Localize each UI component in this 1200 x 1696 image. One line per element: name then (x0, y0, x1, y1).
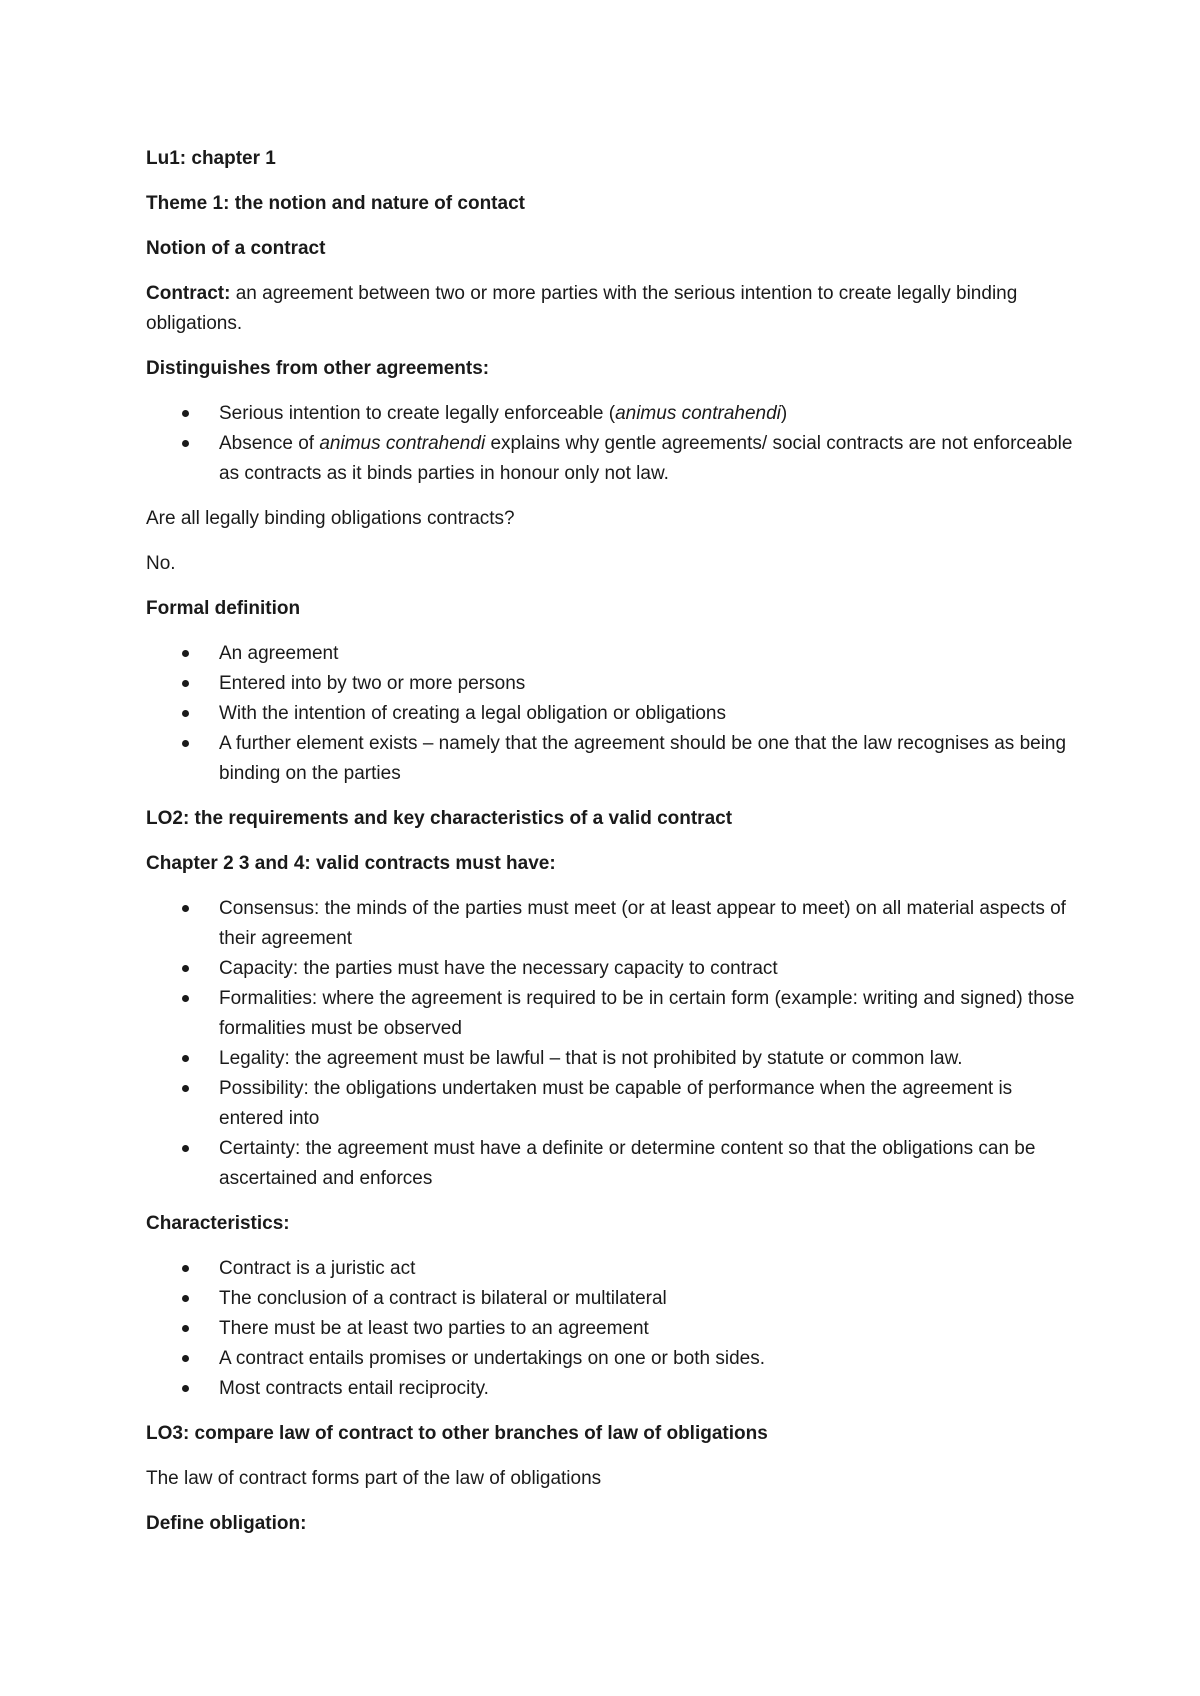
heading-chapter-2-3-4: Chapter 2 3 and 4: valid contracts must have: (146, 853, 556, 874)
list-item: Possibility: the obligations undertaken must be capable of performance when the agreement is entered into (146, 1074, 1076, 1134)
list-item: An agreement (146, 639, 1076, 669)
heading-lo3: LO3: compare law of contract to other branches of law of obligations (146, 1423, 768, 1444)
list-item: A contract entails promises or undertakings on one or both sides. (146, 1344, 1076, 1374)
bullet-icon (182, 710, 189, 717)
question-text: Are all legally binding obligations contracts? (146, 508, 515, 529)
bullet-icon (182, 1325, 189, 1332)
answer-text: No. (146, 553, 176, 574)
bullet-icon (182, 1085, 189, 1092)
requirements-list (146, 894, 1076, 1194)
bullet-icon (182, 1295, 189, 1302)
contract-term: Contract: (146, 283, 231, 304)
list-item: Capacity: the parties must have the necessary capacity to contract (146, 954, 1076, 984)
list-item: Absence of animus contrahendi explains why gentle agreements/ social contracts are not enforceable as contracts as it binds parties in honour only not law. (146, 429, 1076, 489)
heading-formal-definition: Formal definition (146, 598, 301, 619)
list-item: The conclusion of a contract is bilateral or multilateral (146, 1284, 1076, 1314)
bullet-icon (182, 410, 189, 417)
lo3-text: The law of contract forms part of the law of obligations (146, 1468, 602, 1489)
heading-theme1: Theme 1: the notion and nature of contact (146, 193, 525, 214)
bullet-icon (182, 740, 189, 747)
bullet-icon (182, 440, 189, 447)
heading-lo2: LO2: the requirements and key characteristics of a valid contract (146, 808, 733, 829)
bullet-icon (182, 1355, 189, 1362)
bullet-icon (182, 905, 189, 912)
contract-definition (146, 279, 1076, 339)
heading-define-obligation: Define obligation: (146, 1513, 307, 1534)
list-item: Entered into by two or more persons (146, 669, 1076, 699)
bullet-icon (182, 995, 189, 1002)
list-item: With the intention of creating a legal obligation or obligations (146, 699, 1076, 729)
list-item: Legality: the agreement must be lawful – that is not prohibited by statute or common law. (146, 1044, 1076, 1074)
bullet-icon (182, 680, 189, 687)
bullet-icon (182, 1055, 189, 1062)
document-page (146, 144, 1076, 1554)
distinguishes-list (146, 399, 1076, 489)
list-item: Consensus: the minds of the parties must meet (or at least appear to meet) on all material aspects of their agreement (146, 894, 1076, 954)
heading-lu1: Lu1: chapter 1 (146, 148, 276, 169)
bullet-icon (182, 650, 189, 657)
list-item: There must be at least two parties to an agreement (146, 1314, 1076, 1344)
formal-definition-list (146, 639, 1076, 789)
bullet-icon (182, 1265, 189, 1272)
list-item: Formalities: where the agreement is required to be in certain form (example: writing and signed) those formalities must be observed (146, 984, 1076, 1044)
contract-text: an agreement between two or more parties with the serious intention to create legally binding obligations. (146, 283, 1018, 334)
list-item: Serious intention to create legally enforceable (animus contrahendi) (146, 399, 1076, 429)
heading-notion: Notion of a contract (146, 238, 326, 259)
list-item: Contract is a juristic act (146, 1254, 1076, 1284)
list-item: A further element exists – namely that the agreement should be one that the law recognises as being binding on the parties (146, 729, 1076, 789)
list-item: Certainty: the agreement must have a definite or determine content so that the obligations can be ascertained and enforces (146, 1134, 1076, 1194)
list-item: Most contracts entail reciprocity. (146, 1374, 1076, 1404)
bullet-icon (182, 965, 189, 972)
bullet-icon (182, 1145, 189, 1152)
heading-distinguishes: Distinguishes from other agreements: (146, 358, 490, 379)
characteristics-list (146, 1254, 1076, 1404)
bullet-icon (182, 1385, 189, 1392)
heading-characteristics: Characteristics: (146, 1213, 290, 1234)
